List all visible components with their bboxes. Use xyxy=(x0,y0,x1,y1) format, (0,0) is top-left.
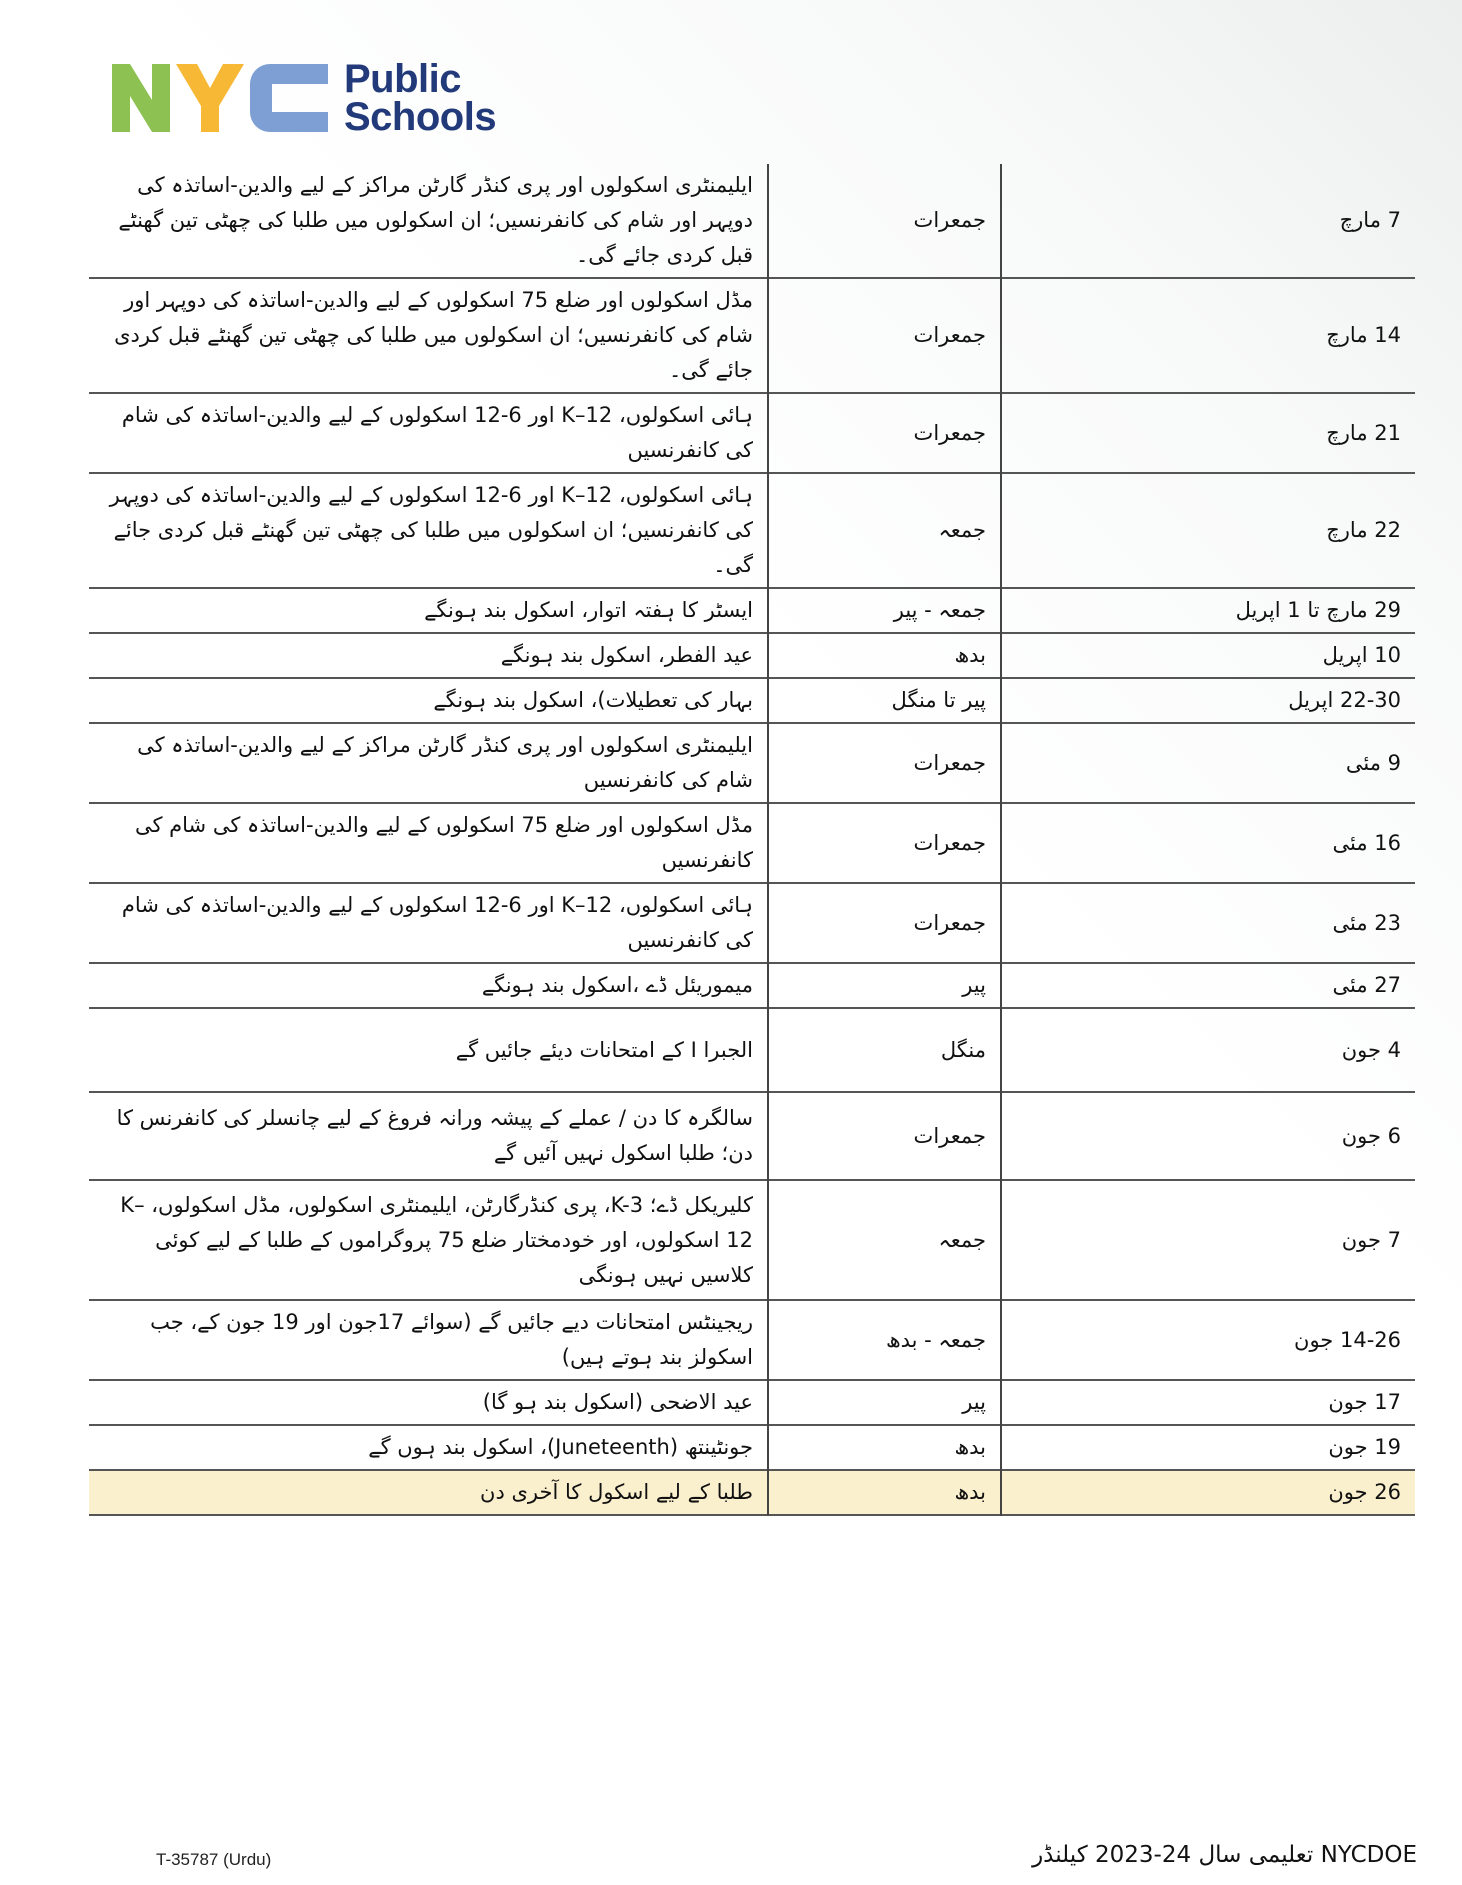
nyc-public-schools-logo xyxy=(110,58,496,138)
day-cell: جمعرات xyxy=(768,883,1001,963)
date-cell: 22-30 اپریل xyxy=(1288,688,1401,712)
table-row xyxy=(89,473,1415,588)
day-cell: جمعہ - پیر xyxy=(768,588,1001,633)
day-cell: جمعرات xyxy=(768,278,1001,393)
description-cell: میموریئل ڈے ،اسکول بند ہونگے xyxy=(481,973,753,997)
footer-title: NYCDOE تعلیمی سال 24-2023 کیلنڈر xyxy=(1032,1842,1417,1868)
date-cell: 14 مارچ xyxy=(1326,323,1401,347)
day-cell: پیر xyxy=(768,963,1001,1008)
calendar-table-body xyxy=(89,164,1415,1515)
description-cell: ایلیمنٹری اسکولوں اور پری کنڈر گارٹن مراکز کے لیے والدین-اساتذہ کی دوپہر اور شام کی کانفرنسیں؛ ان اسکولوں میں طلبا کی چھٹی تین گھنٹے قبل کردی جائے گی۔ xyxy=(118,173,753,267)
description-cell: مڈل اسکولوں اور ضلع 75 اسکولوں کے لیے والدین-اساتذہ کی دوپہر اور شام کی کانفرنسیں؛ ان اسکولوں میں طلبا کی چھٹی تین گھنٹے قبل کردی جائے گی۔ xyxy=(114,288,753,382)
date-cell: 23 مئی xyxy=(1332,910,1401,935)
logo-line-schools: Schools xyxy=(344,95,497,139)
date-cell: 19 جون xyxy=(1328,1435,1401,1459)
description-cell: عید الاضحی (اسکول بند ہو گا) xyxy=(482,1390,753,1414)
date-cell: 4 جون xyxy=(1341,1037,1401,1062)
table-row xyxy=(89,278,1415,393)
day-cell: جمعرات xyxy=(768,164,1001,278)
table-row xyxy=(89,803,1415,883)
date-cell: 14-26 جون xyxy=(1294,1327,1401,1352)
date-cell: 27 مئی xyxy=(1332,973,1401,997)
table-row xyxy=(89,633,1415,678)
description-cell: جونٹینتھ (Juneteenth)، اسکول بند ہوں گے xyxy=(368,1435,753,1459)
day-cell: جمعرات xyxy=(768,723,1001,803)
description-cell: الجبرا I کے امتحانات دیئے جائیں گے xyxy=(455,1037,753,1062)
calendar-table xyxy=(89,164,1415,1516)
day-cell: پیر تا منگل xyxy=(768,678,1001,723)
table-row xyxy=(89,963,1415,1008)
table-row xyxy=(89,678,1415,723)
table-row xyxy=(89,1470,1415,1515)
form-code: T-35787 (Urdu) xyxy=(156,1850,272,1869)
date-cell: 16 مئی xyxy=(1332,830,1401,855)
description-cell: ایسٹر کا ہفتہ اتوار، اسکول بند ہونگے xyxy=(424,598,753,622)
day-cell: جمعہ xyxy=(768,473,1001,588)
day-cell: بدھ xyxy=(768,1425,1001,1470)
date-cell: 29 مارچ تا 1 اپریل xyxy=(1235,598,1401,622)
date-cell: 26 جون xyxy=(1328,1480,1401,1504)
day-cell: بدھ xyxy=(768,633,1001,678)
table-row xyxy=(89,1092,1415,1180)
table-row xyxy=(89,1180,1415,1300)
day-cell: جمعرات xyxy=(768,803,1001,883)
date-cell: 17 جون xyxy=(1328,1390,1401,1414)
day-cell: جمعہ - بدھ xyxy=(768,1300,1001,1380)
day-cell: جمعرات xyxy=(768,393,1001,473)
description-cell: طلبا کے لیے اسکول کا آخری دن xyxy=(480,1480,753,1504)
nyc-logo-icon xyxy=(110,60,332,136)
table-row xyxy=(89,883,1415,963)
date-cell: 10 اپریل xyxy=(1322,643,1401,667)
description-cell: ہائی اسکولوں، K–12 اور 6-12 اسکولوں کے لیے والدین-اساتذہ کی دوپہر کی کانفرنسیں؛ ان اسکولوں میں طلبا کی چھٹی تین گھنٹے قبل کردی جائے گی۔ xyxy=(109,483,753,577)
day-cell: جمعرات xyxy=(768,1092,1001,1180)
logo-line-public: Public xyxy=(344,57,462,101)
table-row xyxy=(89,1380,1415,1425)
table-row xyxy=(89,1425,1415,1470)
table-row xyxy=(89,164,1415,278)
description-cell: سالگرہ کا دن / عملے کے پیشہ ورانہ فروغ کے لیے چانسلر کی کانفرنس کا دن؛ طلبا اسکول نہیں آئیں گے xyxy=(116,1106,753,1165)
table-row xyxy=(89,588,1415,633)
date-cell: 21 مارچ xyxy=(1326,420,1401,445)
date-cell: 22 مارچ xyxy=(1326,518,1401,542)
description-cell: ایلیمنٹری اسکولوں اور پری کنڈر گارٹن مراکز کے لیے والدین-اساتذہ کی شام کی کانفرنسیں xyxy=(137,733,753,792)
table-row xyxy=(89,393,1415,473)
date-cell: 7 جون xyxy=(1341,1227,1401,1252)
date-cell: 7 مارچ xyxy=(1339,208,1401,232)
date-cell: 9 مئی xyxy=(1345,750,1401,775)
table-row xyxy=(89,1300,1415,1380)
description-cell: ہائی اسکولوں، K–12 اور 6-12 اسکولوں کے لیے والدین-اساتذہ کی شام کی کانفرنسیں xyxy=(121,893,753,952)
description-cell: مڈل اسکولوں اور ضلع 75 اسکولوں کے لیے والدین-اساتذہ کی شام کی کانفرنسیں xyxy=(134,813,753,872)
logo-wordmark xyxy=(344,57,497,139)
day-cell: بدھ xyxy=(768,1470,1001,1515)
description-cell: ہائی اسکولوں، K–12 اور 6-12 اسکولوں کے لیے والدین-اساتذہ کی شام کی کانفرنسیں xyxy=(121,403,753,462)
description-cell: ریجینٹس امتحانات دیے جائیں گے (سوائے 17جون اور 19 جون کے، جب اسکولز بند ہوتے ہیں) xyxy=(150,1310,753,1369)
description-cell: عید الفطر، اسکول بند ہونگے xyxy=(500,643,753,667)
description-cell: بہار کی تعطیلات)، اسکول بند ہونگے xyxy=(433,688,753,712)
description-cell: کلیریکل ڈے؛ K-3، پری کنڈرگارٹن، ایلیمنٹری اسکولوں، مڈل اسکولوں، K–12 اسکولوں، اور خودمختار ضلع 75 پروگراموں کے طلبا کے لیے کوئی کلاسیں نہیں ہونگی xyxy=(120,1192,753,1287)
table-row xyxy=(89,1008,1415,1092)
date-cell: 6 جون xyxy=(1341,1123,1401,1148)
day-cell: جمعہ xyxy=(768,1180,1001,1300)
day-cell: منگل xyxy=(768,1008,1001,1092)
day-cell: پیر xyxy=(768,1380,1001,1425)
table-row xyxy=(89,723,1415,803)
